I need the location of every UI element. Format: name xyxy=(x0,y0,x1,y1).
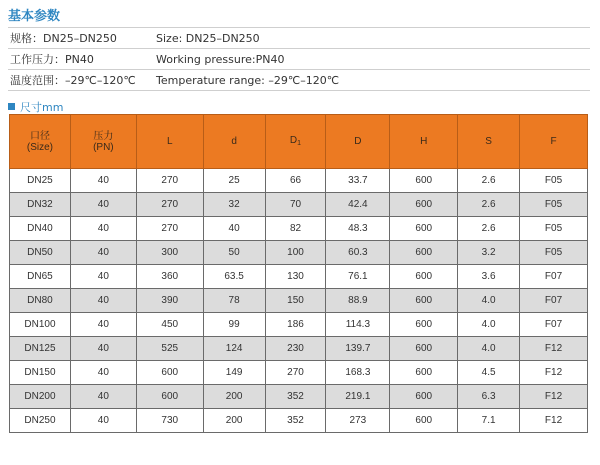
table-cell: DN150 xyxy=(10,361,71,385)
table-cell: F07 xyxy=(520,265,588,289)
table-cell: 600 xyxy=(390,265,458,289)
table-cell: 48.3 xyxy=(326,217,390,241)
dimensions-title: 尺寸mm xyxy=(20,101,64,114)
table-cell: F07 xyxy=(520,313,588,337)
table-cell: 149 xyxy=(203,361,265,385)
table-cell: 40 xyxy=(70,169,136,193)
table-cell: F12 xyxy=(520,337,588,361)
table-cell: 114.3 xyxy=(326,313,390,337)
table-row xyxy=(10,337,588,361)
table-cell: 100 xyxy=(265,241,326,265)
table-cell: 390 xyxy=(136,289,203,313)
table-cell: 40 xyxy=(203,217,265,241)
table-cell: F05 xyxy=(520,169,588,193)
table-cell: 4.5 xyxy=(458,361,520,385)
column-header xyxy=(520,115,588,169)
table-cell: 99 xyxy=(203,313,265,337)
table-cell: DN100 xyxy=(10,313,71,337)
table-cell: 76.1 xyxy=(326,265,390,289)
table-cell: 600 xyxy=(390,313,458,337)
header-sublabel: (PN) xyxy=(93,141,114,153)
table-cell: 600 xyxy=(390,241,458,265)
table-cell: 219.1 xyxy=(326,385,390,409)
table-cell: 60.3 xyxy=(326,241,390,265)
header-label: L xyxy=(166,136,173,147)
table-cell: 230 xyxy=(265,337,326,361)
table-cell: 40 xyxy=(70,409,136,433)
table-cell: 600 xyxy=(136,361,203,385)
table-cell: 40 xyxy=(70,361,136,385)
header-label: 口径 xyxy=(29,130,50,142)
table-cell: 40 xyxy=(70,217,136,241)
table-cell: 2.6 xyxy=(458,169,520,193)
table-row xyxy=(10,385,588,409)
table-cell: 4.0 xyxy=(458,337,520,361)
table-cell: 730 xyxy=(136,409,203,433)
table-cell: 525 xyxy=(136,337,203,361)
param-cn: 温度范围：–29℃–120℃ xyxy=(8,70,152,91)
table-cell: 600 xyxy=(390,361,458,385)
table-cell: 600 xyxy=(390,289,458,313)
header-label: d xyxy=(231,136,237,147)
table-row xyxy=(10,289,588,313)
table-row xyxy=(10,193,588,217)
table-cell: 42.4 xyxy=(326,193,390,217)
table-row xyxy=(10,361,588,385)
table-cell: 270 xyxy=(136,169,203,193)
table-cell: 600 xyxy=(390,193,458,217)
table-cell: 2.6 xyxy=(458,193,520,217)
table-cell: 450 xyxy=(136,313,203,337)
table-row xyxy=(10,217,588,241)
header-label: D xyxy=(289,134,298,146)
header-label: 压力 xyxy=(93,130,114,142)
table-cell: DN250 xyxy=(10,409,71,433)
square-bullet-icon xyxy=(8,103,15,110)
table-cell: 270 xyxy=(265,361,326,385)
table-cell: 139.7 xyxy=(326,337,390,361)
table-cell: 200 xyxy=(203,385,265,409)
table-cell: 600 xyxy=(390,409,458,433)
header-subscript: 1 xyxy=(297,139,302,147)
table-cell: 130 xyxy=(265,265,326,289)
param-cn: 工作压力：PN40 xyxy=(8,49,152,70)
table-cell: 352 xyxy=(265,409,326,433)
param-row xyxy=(8,28,590,49)
table-cell: 40 xyxy=(70,289,136,313)
table-cell: 600 xyxy=(390,217,458,241)
table-cell: DN125 xyxy=(10,337,71,361)
table-cell: DN200 xyxy=(10,385,71,409)
table-cell: 82 xyxy=(265,217,326,241)
table-cell: 66 xyxy=(265,169,326,193)
table-cell: 600 xyxy=(390,169,458,193)
table-cell: 600 xyxy=(390,385,458,409)
table-cell: 33.7 xyxy=(326,169,390,193)
table-cell: F12 xyxy=(520,385,588,409)
column-header xyxy=(265,115,326,169)
table-cell: 32 xyxy=(203,193,265,217)
table-cell: 600 xyxy=(390,337,458,361)
table-cell: 150 xyxy=(265,289,326,313)
param-row xyxy=(8,49,590,70)
table-cell: 270 xyxy=(136,193,203,217)
table-cell: 40 xyxy=(70,313,136,337)
table-cell: 4.0 xyxy=(458,313,520,337)
table-cell: F05 xyxy=(520,241,588,265)
table-cell: 88.9 xyxy=(326,289,390,313)
table-cell: DN65 xyxy=(10,265,71,289)
param-row xyxy=(8,70,590,91)
dimensions-heading xyxy=(8,99,63,115)
header-label: F xyxy=(550,136,557,147)
table-cell: 50 xyxy=(203,241,265,265)
table-row xyxy=(10,313,588,337)
table-row xyxy=(10,409,588,433)
section-title: 基本参数 xyxy=(8,9,61,24)
column-header xyxy=(10,115,71,169)
table-cell: 168.3 xyxy=(326,361,390,385)
table-cell: DN50 xyxy=(10,241,71,265)
header-label: S xyxy=(485,136,492,147)
column-header xyxy=(203,115,265,169)
table-cell: 186 xyxy=(265,313,326,337)
column-header xyxy=(458,115,520,169)
table-cell: F07 xyxy=(520,289,588,313)
table-cell: 6.3 xyxy=(458,385,520,409)
param-en: Working pressure:PN40 xyxy=(152,49,590,70)
table-cell: 70 xyxy=(265,193,326,217)
table-row xyxy=(10,169,588,193)
table-cell: 270 xyxy=(136,217,203,241)
basic-params-table xyxy=(8,27,590,91)
header-label: D xyxy=(354,136,362,147)
table-cell: DN32 xyxy=(10,193,71,217)
table-cell: 3.2 xyxy=(458,241,520,265)
table-cell: 3.6 xyxy=(458,265,520,289)
header-sublabel: (Size) xyxy=(26,141,54,153)
table-cell: 40 xyxy=(70,193,136,217)
table-cell: DN25 xyxy=(10,169,71,193)
table-cell: 273 xyxy=(326,409,390,433)
table-cell: F12 xyxy=(520,361,588,385)
table-cell: F05 xyxy=(520,217,588,241)
table-cell: F12 xyxy=(520,409,588,433)
table-cell: 300 xyxy=(136,241,203,265)
table-cell: F05 xyxy=(520,193,588,217)
table-cell: 124 xyxy=(203,337,265,361)
param-en: Temperature range: –29℃–120℃ xyxy=(152,70,590,91)
column-header xyxy=(390,115,458,169)
header-label: H xyxy=(420,136,428,147)
param-cn: 规格：DN25–DN250 xyxy=(8,28,152,49)
column-header xyxy=(70,115,136,169)
table-cell: 40 xyxy=(70,385,136,409)
table-cell: 2.6 xyxy=(458,217,520,241)
table-cell: 63.5 xyxy=(203,265,265,289)
table-cell: DN80 xyxy=(10,289,71,313)
dimensions-table xyxy=(9,114,588,433)
table-cell: DN40 xyxy=(10,217,71,241)
column-header xyxy=(326,115,390,169)
table-row xyxy=(10,241,588,265)
table-cell: 40 xyxy=(70,241,136,265)
table-cell: 600 xyxy=(136,385,203,409)
table-cell: 25 xyxy=(203,169,265,193)
table-cell: 40 xyxy=(70,265,136,289)
param-en: Size: DN25–DN250 xyxy=(152,28,590,49)
table-cell: 40 xyxy=(70,337,136,361)
table-cell: 352 xyxy=(265,385,326,409)
table-cell: 7.1 xyxy=(458,409,520,433)
table-cell: 200 xyxy=(203,409,265,433)
table-cell: 78 xyxy=(203,289,265,313)
table-cell: 360 xyxy=(136,265,203,289)
table-row xyxy=(10,265,588,289)
column-header xyxy=(136,115,203,169)
table-cell: 4.0 xyxy=(458,289,520,313)
